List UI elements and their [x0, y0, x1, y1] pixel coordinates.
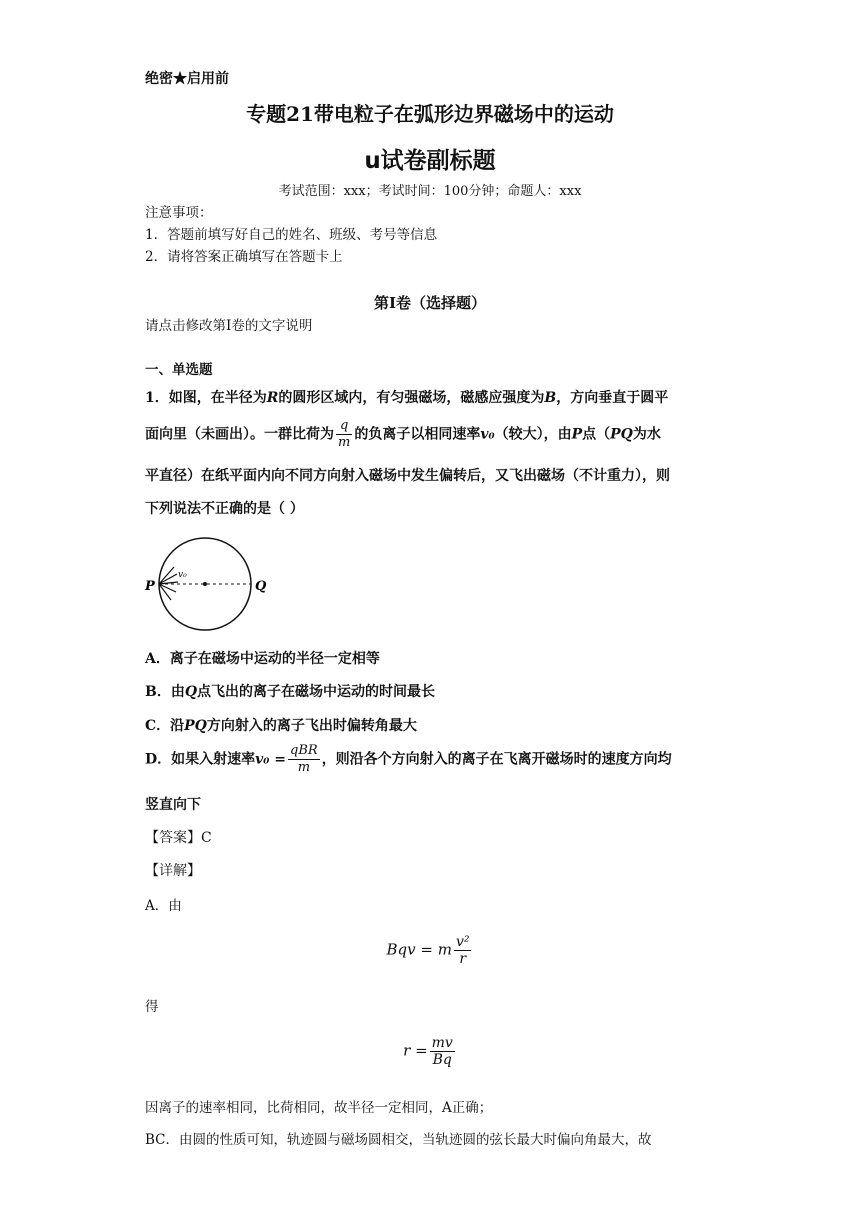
part-heading: 一、单选题	[145, 362, 213, 378]
question-line-4: 下列说法不正确的是（ ）	[145, 501, 304, 517]
center-dot	[203, 582, 207, 586]
document-title: 专题21带电粒子在弧形边界磁场中的运动	[246, 102, 614, 126]
answer-conclusion: 因离子的速率相同，比荷相同，故半径一定相同，A正确；	[145, 1100, 493, 1116]
section-title: 第I卷（选择题）	[373, 294, 487, 312]
answer-a-intro: A．由	[145, 898, 182, 914]
document-subtitle: u试卷副标题	[364, 148, 496, 174]
answer-label: 【答案】C	[145, 830, 212, 846]
charge-mass-fraction: $\frac{q}{m}$	[338, 418, 351, 450]
equation-force: Bqv = m $\frac{\text{v²}}{r}$	[386, 934, 470, 967]
notes-heading: 注意事项：	[145, 205, 213, 221]
question-line-3: 平直径）在纸平面内向不同方向射入磁场中发生偏转后，又飞出磁场（不计重力），则	[145, 468, 670, 484]
speed-fraction: $\frac{\text{qBR}}{m}$	[290, 743, 318, 775]
option-a[interactable]: A．离子在磁场中运动的半径一定相等	[145, 651, 380, 667]
option-d[interactable]: D．如果入射速率v₀ = $\frac{\text{qBR}}{m}$ ，则沿各个方向射入的离子在飞离开磁场时的速度方向均	[145, 743, 672, 775]
confidential-mark: 绝密★启用前	[145, 71, 229, 87]
label-v0: v₀	[178, 570, 187, 580]
question-line-2: 面向里（未画出）。一群比荷为 $\frac{q}{m}$ 的负离子以相同速率v₀（较大），由P点（PQ为水	[145, 418, 661, 450]
word-de: 得	[145, 999, 159, 1015]
detail-heading: 【详解】	[145, 863, 201, 879]
answer-bc: BC．由圆的性质可知，轨迹圆与磁场圆相交，当轨迹圆的弦长最大时偏向角最大，故	[145, 1132, 652, 1148]
option-d-continuation: 竖直向下	[145, 797, 201, 813]
label-q: Q	[255, 579, 267, 594]
note-item: 2．请将答案正确填写在答题卡上	[145, 249, 343, 265]
option-b[interactable]: B．由Q点飞出的离子在磁场中运动的时间最长	[145, 684, 436, 700]
exam-info: 考试范围：xxx；考试时间：100分钟；命题人：xxx	[278, 184, 582, 199]
equation-radius: r = $\frac{mv}{Bq}$	[403, 1035, 453, 1068]
section-description: 请点击修改第I卷的文字说明	[145, 318, 313, 334]
option-c[interactable]: C．沿PQ方向射入的离子飞出时偏转角最大	[145, 718, 417, 734]
label-p: P	[145, 579, 155, 594]
note-item: 1．答题前填写好自己的姓名、班级、考号等信息	[145, 227, 438, 243]
magnetic-field-figure	[140, 536, 280, 636]
question-line-1: 1．如图，在半径为R的圆形区域内，有匀强磁场，磁感应强度为B，方向垂直于圆平	[145, 390, 669, 406]
